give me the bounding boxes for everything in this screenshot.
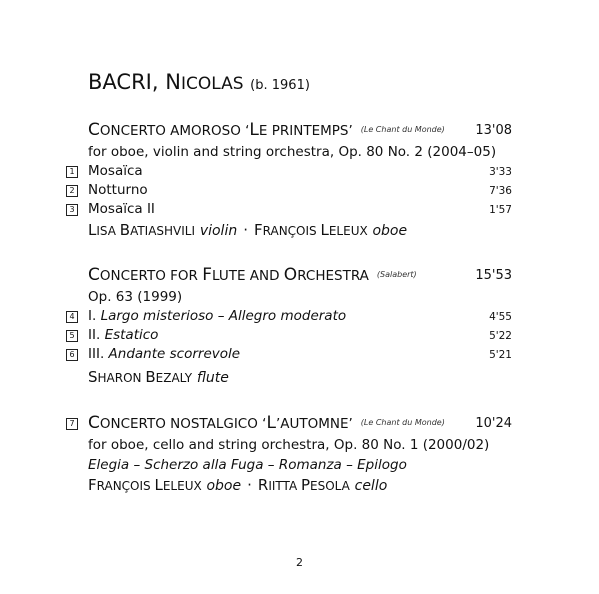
performer-smallcaps: IITTA <box>268 479 301 493</box>
performer-instrument: flute <box>196 370 229 386</box>
track-number-box: 2 <box>66 185 78 197</box>
movement-tempo: Largo misterioso – Allegro moderato <box>100 308 347 324</box>
performer-initial: L <box>154 476 163 494</box>
movement-title: Mosaïca II <box>88 201 155 217</box>
title-smallcaps: ONCERTO AMOROSO ‘ <box>99 123 250 139</box>
work-total-time-2: 15'53 <box>475 268 512 283</box>
composer-heading <box>88 70 310 94</box>
performer-smallcaps: EZALY <box>155 371 193 385</box>
performer-smallcaps: ATIASHVILI <box>130 224 196 238</box>
track-number-box: 3 <box>66 204 78 216</box>
performer-instrument: cello <box>354 478 388 494</box>
performer-smallcaps: ISA <box>96 224 120 238</box>
title-smallcaps: AUTOMNE’ <box>280 416 353 432</box>
title-smallcaps: ONCERTO FOR <box>99 268 203 284</box>
track-number-box: 5 <box>66 330 78 342</box>
title-initial: C <box>88 413 100 433</box>
performers-line-1 <box>88 221 407 239</box>
performer-smallcaps: RANÇOIS <box>262 224 321 238</box>
page-number: 2 <box>296 556 303 569</box>
publisher-label: (Le Chant du Monde) <box>360 418 445 427</box>
performer-initial: L <box>88 221 97 239</box>
work-description-3: for oboe, cello and string orchestra, Op. 80 No. 1 (2000/02) <box>88 437 490 453</box>
movement-title <box>88 327 158 343</box>
title-initial: L <box>249 120 259 140</box>
movement-time: 5'22 <box>489 330 512 342</box>
movement-numeral: III. <box>88 346 105 362</box>
performer-instrument: oboe <box>206 478 242 494</box>
movement-time: 3'33 <box>489 166 512 178</box>
performer-initial: S <box>88 368 98 386</box>
separator-dot: · <box>247 476 252 494</box>
work-description-2: Op. 63 (1999) <box>88 289 183 305</box>
work-movements-subtitle <box>88 457 407 473</box>
performer-smallcaps: ELEUX <box>162 479 202 493</box>
composer-dates: (b. 1961) <box>250 78 310 93</box>
work-title-3 <box>88 413 445 433</box>
work-description-1: for oboe, violin and string orchestra, Op. 80 No. 2 (2004–05) <box>88 144 497 160</box>
movement-numeral: II. <box>88 327 101 343</box>
performer-instrument: violin <box>199 223 238 239</box>
publisher-label: (Le Chant du Monde) <box>360 125 445 134</box>
track-number-box: 7 <box>66 418 78 430</box>
performer-initial: B <box>145 368 156 386</box>
work-title-1 <box>88 120 445 140</box>
title-initial: C <box>88 120 100 140</box>
composer-first-initial: N <box>165 70 181 94</box>
performers-line-2 <box>88 368 229 386</box>
publisher-label: (Salabert) <box>376 270 417 279</box>
movement-tempo: Estatico <box>104 327 159 343</box>
movement-tempo: Andante scorrevole <box>108 346 241 362</box>
track-number-box: 6 <box>66 349 78 361</box>
performer-initial: R <box>257 476 269 494</box>
title-smallcaps: LUTE AND <box>211 268 284 284</box>
title-smallcaps: ’ <box>275 416 281 432</box>
movement-numeral: I. <box>88 308 97 324</box>
performer-smallcaps: HARON <box>97 371 146 385</box>
movement-time: 1'57 <box>489 204 512 216</box>
movement-title <box>88 308 346 324</box>
title-initial: F <box>202 265 212 285</box>
movement-title <box>88 346 240 362</box>
performers-line-3 <box>88 476 387 494</box>
track-number-box: 4 <box>66 311 78 323</box>
title-smallcaps: E PRINTEMPS’ <box>258 123 353 139</box>
performer-initial: B <box>119 221 131 239</box>
performer-smallcaps: ELEUX <box>328 224 368 238</box>
title-initial: C <box>88 265 100 285</box>
movement-time: 5'21 <box>489 349 512 361</box>
performer-smallcaps: RANÇOIS <box>96 479 155 493</box>
performer-initial: P <box>300 476 311 494</box>
movement-title: Mosaïca <box>88 163 143 179</box>
work-total-time-1: 13'08 <box>475 123 512 138</box>
work-title-2 <box>88 265 417 285</box>
movements-list-italic: Elegia – Scherzo alla Fuga – Romanza – Epilogo <box>88 457 407 473</box>
composer-first-rest: ICOLAS <box>180 74 244 94</box>
performer-smallcaps: ESOLA <box>310 479 350 493</box>
movement-time: 7'36 <box>489 185 512 197</box>
performer-instrument: oboe <box>372 223 408 239</box>
separator-dot: · <box>243 221 248 239</box>
title-initial: L <box>266 413 276 433</box>
track-number-box: 1 <box>66 166 78 178</box>
title-smallcaps: ONCERTO NOSTALGICO ‘ <box>99 416 267 432</box>
composer-surname: BACRI, <box>88 70 159 94</box>
work-total-time-3: 10'24 <box>475 416 512 431</box>
title-smallcaps: RCHESTRA <box>297 268 369 284</box>
movement-title: Notturno <box>88 182 148 198</box>
performer-initial: L <box>320 221 329 239</box>
performer-initial: F <box>88 476 97 494</box>
movement-time: 4'55 <box>489 311 512 323</box>
performer-initial: F <box>254 221 263 239</box>
title-initial: O <box>283 265 298 285</box>
